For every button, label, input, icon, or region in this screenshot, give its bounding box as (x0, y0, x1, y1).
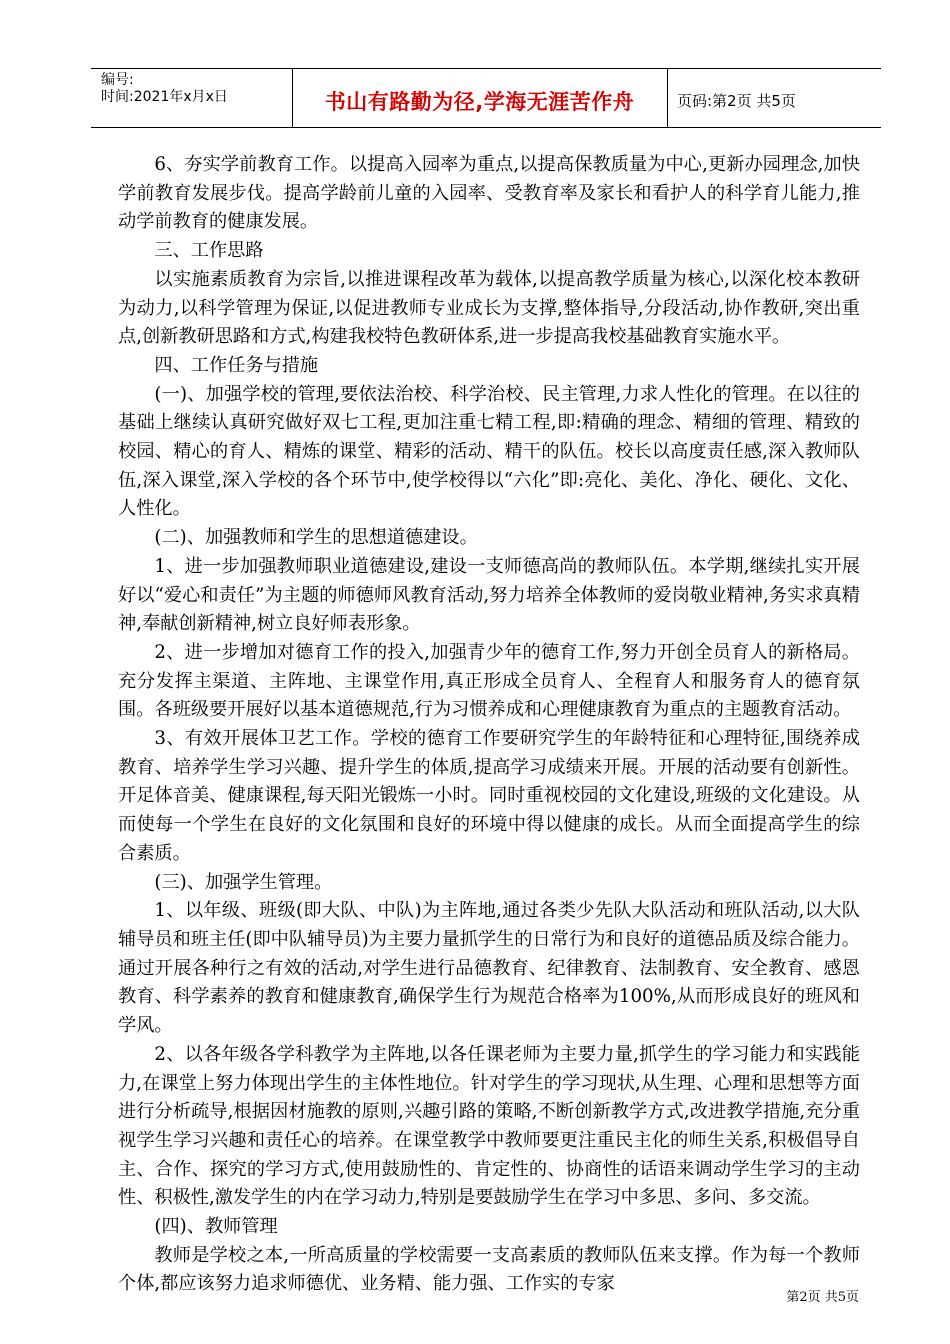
subsection-heading: (三)、加强学生管理。 (154, 871, 333, 893)
paragraph: 2、以各年级各学科教学为主阵地,以各任课老师为主要力量,抓学生的学习能力和实践能力,在课堂上努力体现出学生的主体性地位。针对学生的学习现状,从生理、心理和思想等方面进行分析疏导,根据因材施教的原则,兴趣引路的策略,不断创新教学方式,改进教学措施,充分重视学生学习兴趣和责任心的培养。在课堂教学中教师要更注重民主化的师生关系,积极倡导自主、合作、探究的学习方式,使用鼓励性的、肯定性的、协商性的话语来调动学生学习的主动性、积极性,激发学生的内在学习动力,特别是要鼓励学生在学习中多思、多问、多交流。 (118, 1043, 860, 1209)
paragraph: 1、进一步加强教师职业道德建设,建设一支师德高尚的教师队伍。本学期,继续扎实开展好以“爱心和责任”为主题的师德师风教育活动,努力培养全体教师的爱岗敬业精神,务实求真精神,奉献创新精神,树立良好师表形象。 (118, 555, 860, 635)
page-footer: 第2页 共5页 (786, 1290, 859, 1305)
subsection-heading: (二)、加强教师和学生的思想道德建设。 (154, 527, 478, 549)
header-top-rule (91, 68, 881, 69)
document-body (118, 151, 860, 1299)
section-heading: 四、工作任务与措施 (154, 354, 319, 376)
paragraph: 6、夯实学前教育工作。以提高入园率为重点,以提高保教质量为中心,更新办园理念,加快学前教育发展步伐。提高学龄前儿童的入园率、受教育率及家长和看护人的科学育儿能力,推动学前教育的健康发展。 (118, 154, 860, 233)
header-meta (101, 72, 228, 106)
paragraph: 以实施素质教育为宗旨,以推进课程改革为载体,以提高教学质量为核心,以深化校本教研为动力,以科学管理为保证,以促进教师专业成长为支撑,整体指导,分段活动,协作教研,突出重点,创新教研思路和方式,构建我校特色教研体系,进一步提高我校基础教育实施水平。 (118, 268, 860, 348)
paragraph: 3、有效开展体卫艺工作。学校的德育工作要研究学生的年龄特征和心理特征,围绕养成教育、培养学生学习兴趣、提升学生的体质,提高学习成绩来开展。开展的活动要有创新性。开足体音美、健康课程,每天阳光锻炼一小时。同时重视校园的文化建设,班级的文化建设。从而使每一个学生在良好的文化氛围和良好的环境中得以健康的成长。从而全面提高学生的综合素质。 (118, 728, 860, 864)
header-divider (667, 68, 668, 128)
header-slogan: 书山有路勤为径,学海无涯苦作舟 (324, 90, 635, 114)
paragraph: 教师是学校之本,一所高质量的学校需要一支高素质的教师队伍来支撑。作为每一个教师个体,都应该努力追求师德优、业务精、能力强、工作实的专家 (118, 1244, 860, 1295)
subsection-heading: (四)、教师管理 (154, 1216, 278, 1238)
header-page-info: 页码:第2页 共5页 (677, 92, 796, 110)
header-bottom-rule (91, 127, 881, 128)
section-heading: 三、工作思路 (154, 240, 264, 262)
header-id-label: 编号: (101, 72, 134, 88)
header-time-label: 时间:2021年x月x日 (101, 89, 228, 105)
paragraph: 2、进一步增加对德育工作的投入,加强青少年的德育工作,努力开创全员育人的新格局。充分发挥主渠道、主阵地、主课堂作用,真正形成全员育人、全程育人和服务育人的德育氛围。各班级要开展好以基本道德规范,行为习惯养成和心理健康教育为重点的主题教育活动。 (118, 641, 860, 721)
paragraph: 1、以年级、班级(即大队、中队)为主阵地,通过各类少先队大队活动和班队活动,以大队辅导员和班主任(即中队辅导员)为主要力量抓学生的日常行为和良好的道德品质及综合能力。通过开展各种行之有效的活动,对学生进行品德教育、纪律教育、法制教育、安全教育、感恩教育、科学素养的教育和健康教育,确保学生行为规范合格率为100%,从而形成良好的班风和学风。 (118, 900, 860, 1037)
page-header (91, 68, 881, 128)
paragraph: (一)、加强学校的管理,要依法治校、科学治校、民主管理,力求人性化的管理。在以往的基础上继续认真研究做好双七工程,更加注重七精工程,即:精确的理念、精细的管理、精致的校园、精心的育人、精炼的课堂、精彩的活动、精干的队伍。校长以高度责任感,深入教师队伍,深入课堂,深入学校的各个环节中,使学校得以“六化”即:亮化、美化、净化、硬化、文化、人性化。 (118, 383, 860, 520)
